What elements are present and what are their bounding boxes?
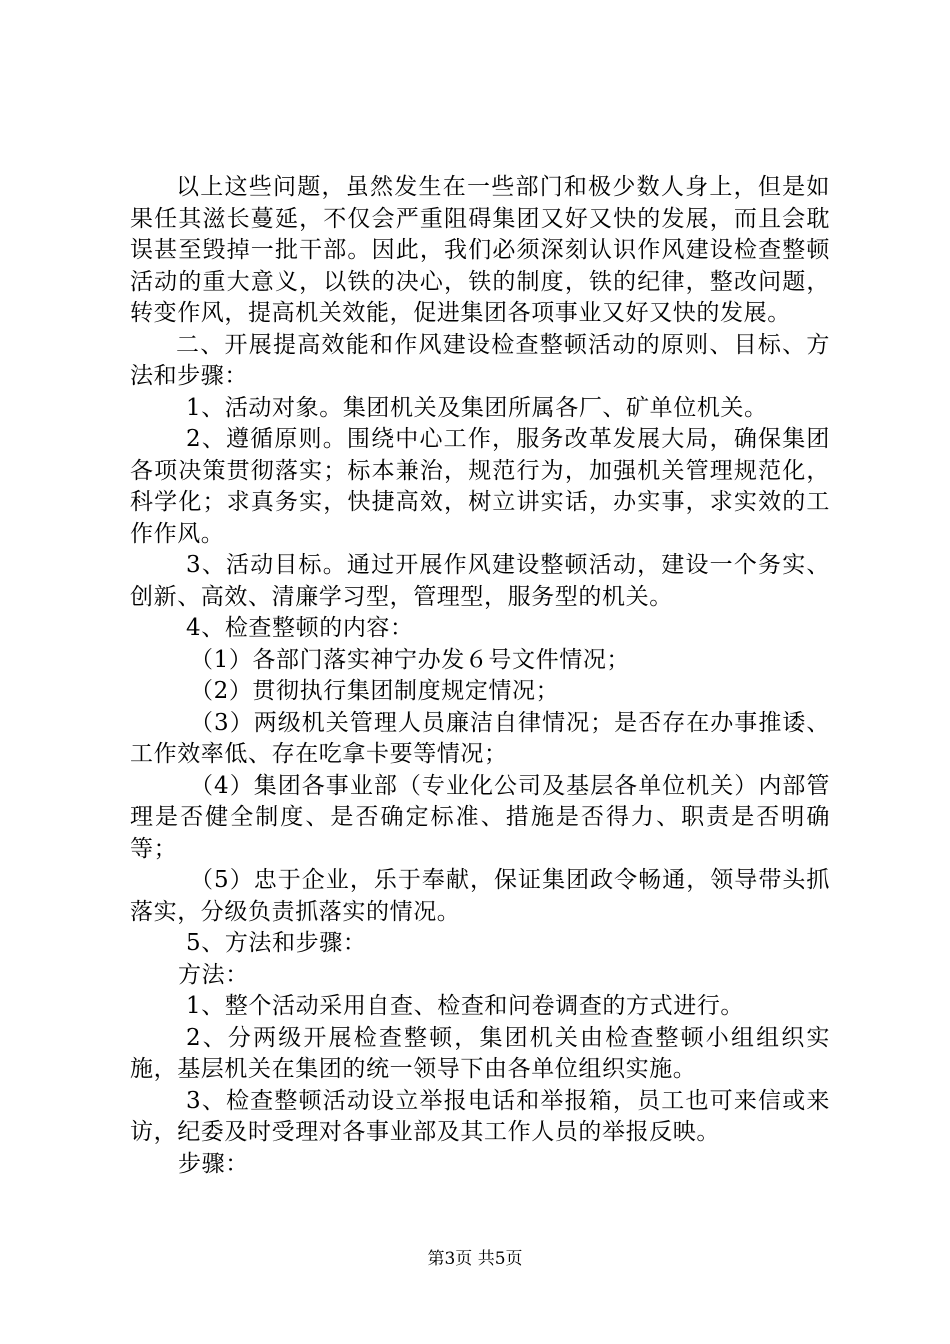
subitem-3: （3）两级机关管理人员廉洁自律情况；是否存在办事推诿、工作效率低、存在吃拿卡要等情况； — [130, 709, 830, 767]
method-1: 1、整个活动采用自查、检查和问卷调查的方式进行。 — [186, 993, 745, 1019]
subitem-5: （5）忠于企业，乐于奉献，保证集团政令畅通，领导带头抓落实，分级负责抓落实的情况。 — [130, 867, 830, 925]
methods-label: 方法： — [178, 961, 249, 988]
paragraph-intro: 以上这些问题，虽然发生在一些部门和极少数人身上，但是如果任其滋长蔓延，不仅会严重阻碍集团又好又快的发展，而且会耽误甚至毁掉一批干部。因此，我们必须深刻认识作风建设检查整顿活动的重大意义，以铁的决心，铁的制度，铁的纪律，整改问题，转变作风，提高机关效能，促进集团各项事业又好又快的发展。 — [130, 174, 830, 326]
steps-label: 步骤： — [178, 1150, 249, 1177]
page-number-footer: 第3页 共5页 — [427, 1249, 523, 1269]
item-methods-heading: 5、方法和步骤： — [186, 930, 367, 956]
item-goals: 3、活动目标。通过开展作风建设整顿活动，建设一个务实、创新、高效、清廉学习型，管理型，服务型的机关。 — [130, 552, 830, 610]
item-principles: 2、遵循原则。围绕中心工作，服务改革发展大局，确保集团各项决策贯彻落实；标本兼治，规范行为，加强机关管理规范化，科学化；求真务实，快捷高效，树立讲实话，办实事，求实效的工作作风。 — [130, 426, 830, 547]
item-activity-target: 1、活动对象。集团机关及集团所属各厂、矿单位机关。 — [186, 394, 768, 421]
method-2: 2、分两级开展检查整顿，集团机关由检查整顿小组组织实施，基层机关在集团的统一领导下由各单位组织实施。 — [130, 1024, 830, 1082]
section-heading-2: 二、开展提高效能和作风建设检查整顿活动的原则、目标、方法和步骤： — [130, 331, 830, 389]
subitem-1: （1）各部门落实神宁办发６号文件情况； — [190, 646, 631, 673]
item-content-heading: 4、检查整顿的内容： — [186, 615, 414, 641]
method-3: 3、检查整顿活动设立举报电话和举报箱，员工也可来信或来访，纪委及时受理对各事业部及其工作人员的举报反映。 — [130, 1087, 830, 1145]
subitem-2: （2）贯彻执行集团制度规定情况； — [190, 678, 560, 704]
document-body — [130, 172, 830, 1180]
subitem-4: （4）集团各事业部（专业化公司及基层各单位机关）内部管理是否健全制度、是否确定标准、措施是否得力、职责是否明确等； — [130, 772, 830, 862]
